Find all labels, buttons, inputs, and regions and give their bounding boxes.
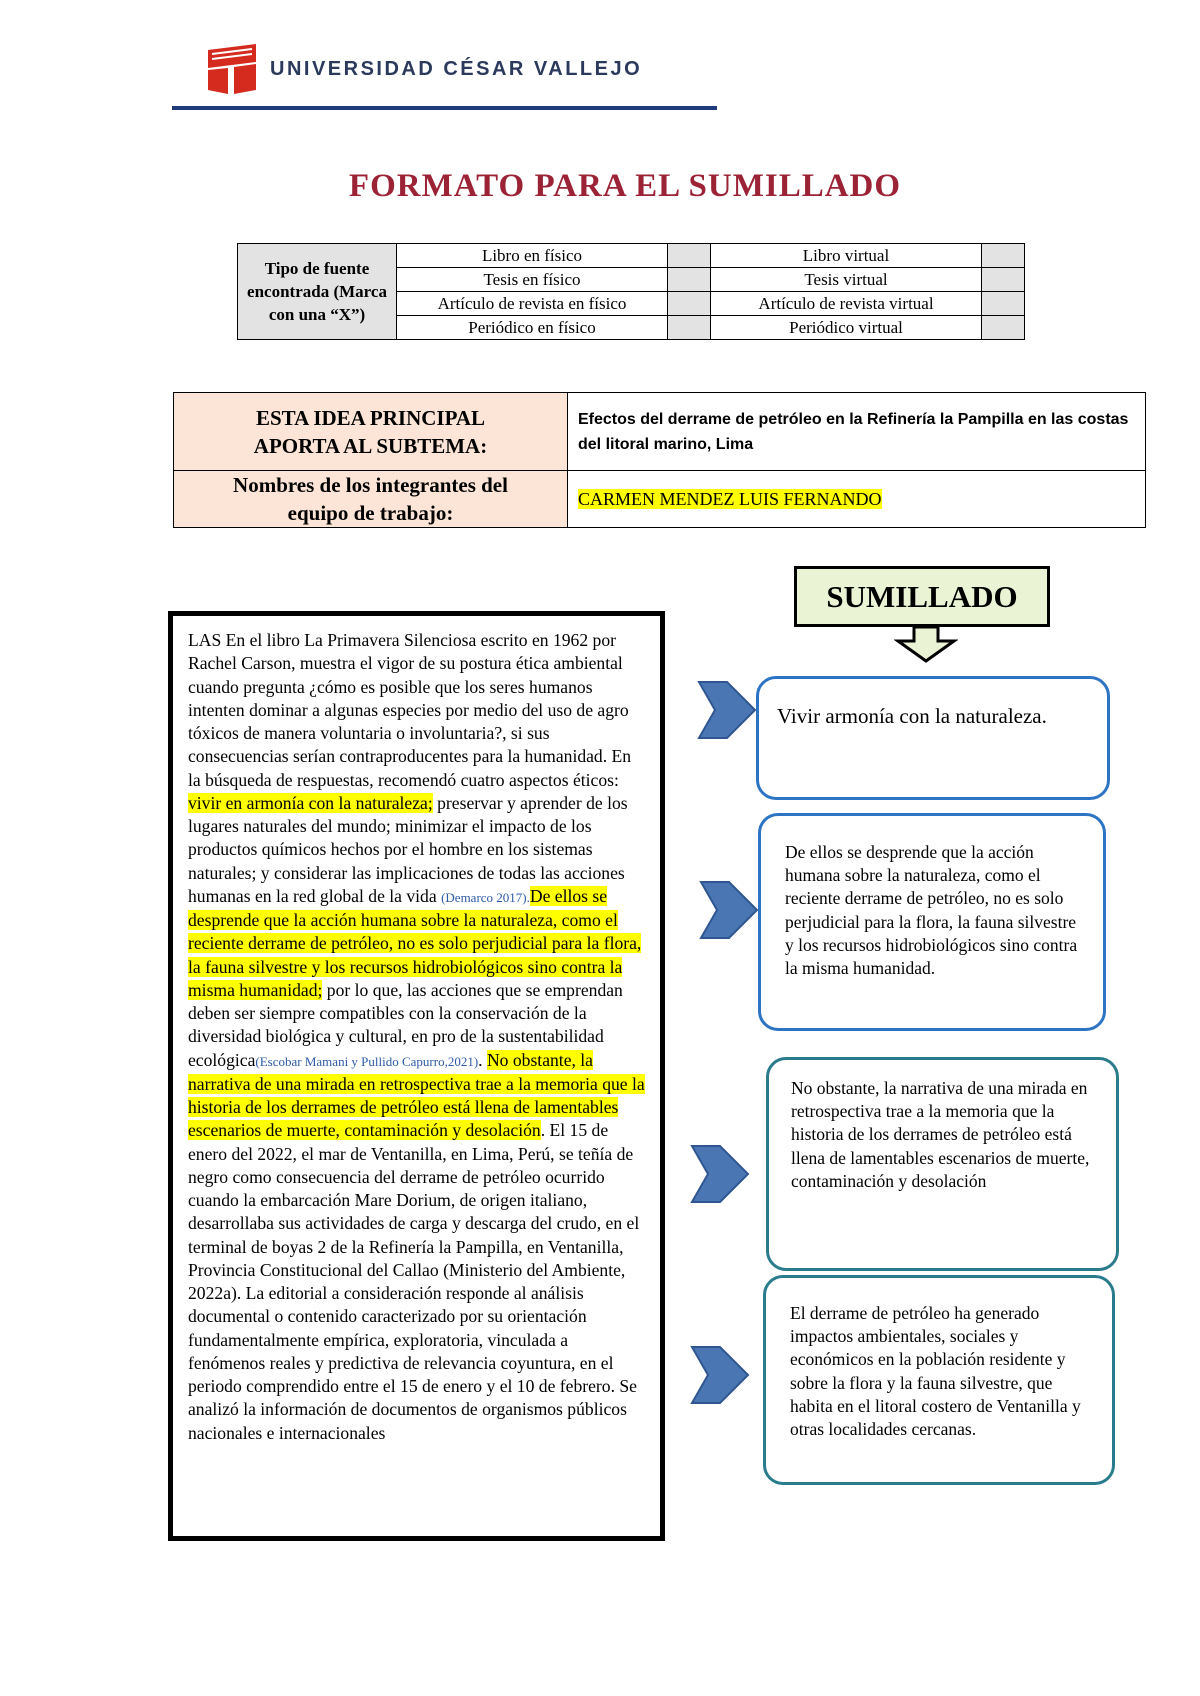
highlight-1: vivir en armonía con la naturaleza; [188,792,433,813]
right-arrow-icon [690,1142,752,1206]
down-arrow-icon [894,627,958,663]
option-tesis-virtual: Tesis virtual [711,268,982,292]
right-arrow-icon [699,878,761,942]
summary-box-4 [763,1275,1115,1485]
header-rule [172,106,717,110]
source-type-header: Tipo de fuente encontrada (Marca con una “X”) [238,244,397,340]
mark-box-articulo-fisico[interactable] [668,292,711,316]
sumillado-label: SUMILLADO [794,566,1050,627]
summary-text: Vivir armonía con la naturaleza. [777,704,1047,728]
team-label: Nombres de los integrantes del equipo de trabajo: [174,471,568,528]
highlight-3: No obstante, la narrativa de una mirada en retrospectiva trae a la memoria que la historia de los derrames de petróleo está llena de lamentables escenarios de muerte, contaminación y desolación [188,1049,645,1141]
university-logo-icon [206,42,258,96]
summary-box-2 [758,813,1106,1031]
option-periodico-fisico: Periódico en físico [397,316,668,340]
summary-text: No obstante, la narrativa de una mirada en retrospectiva trae a la memoria que la historia de los derrames de petróleo está llena de lamentables escenarios de muerte, contaminación y desolación [791,1078,1090,1191]
summary-box-3 [766,1057,1119,1271]
mark-box-tesis-fisico[interactable] [668,268,711,292]
option-periodico-virtual: Periódico virtual [711,316,982,340]
text-segment: preservar y aprender de los lugares naturales del mundo; minimizar el impacto de los productos químicos hechos por el hombre en los sistemas naturales; y considerar las implicaciones de todas las acciones humanas en la red global de la vida [188,792,628,906]
source-type-table [237,243,1025,340]
subtema-label: ESTA IDEA PRINCIPAL APORTA AL SUBTEMA: [174,393,568,471]
right-arrow-icon [690,1343,752,1407]
table-row [174,471,1146,528]
text-segment: . El 15 de enero del 2022, el mar de Ventanilla, en Lima, Perú, se teñía de negro como consecuencia del derrame de petróleo ocurrido cuando la embarcación Mare Dorium, de origen italiano, desarrollaba sus actividades de carga y descarga del crudo, en el terminal de boyas 2 de la Refinería la Pampilla, en Ventanilla, Provincia Constitucional del Callao (Ministerio del Ambiente, 2022a). La editorial a consideración responde al análisis documental o contenido caracterizado por su orientación fundamentalmente empírica, exploratoria, vinculada a fenómenos reales y predictiva de relevancia coyuntura, en el periodo comprendido entre el 15 de enero y el 10 de febrero. Se analizó la información de documentos de organismos públicos nacionales e internacionales [188,1120,640,1443]
option-libro-virtual: Libro virtual [711,244,982,268]
text-segment: por lo que, las acciones que se emprendan deben ser siempre compatibles con la conservación de la diversidad biológica y cultural, en pro de la sustentabilidad ecológica [188,979,623,1070]
option-libro-fisico: Libro en físico [397,244,668,268]
citation-demarco: (Demarco 2017). [441,889,530,905]
main-text-box [168,611,665,1541]
right-arrow-icon [697,678,759,742]
mark-box-periodico-fisico[interactable] [668,316,711,340]
document-title: FORMATO PARA EL SUMILLADO [348,168,902,204]
option-tesis-fisico: Tesis en físico [397,268,668,292]
mark-box-periodico-virtual[interactable] [982,316,1025,340]
mark-box-libro-fisico[interactable] [668,244,711,268]
team-value [568,471,1146,528]
mark-box-articulo-virtual[interactable] [982,292,1025,316]
summary-text: El derrame de petróleo ha generado impactos ambientales, sociales y económicos en la población residente y sobre la flora y la fauna silvestre, que habita en el litoral costero de Ventanilla y otras localidades cercanas. [790,1303,1081,1440]
mark-box-libro-virtual[interactable] [982,244,1025,268]
citation-escobar: (Escobar Mamani y Pullido Capurro,2021) [255,1053,479,1069]
table-row [238,244,1025,268]
text-segment: . [478,1049,487,1070]
highlight-2: De ellos se desprende que la acción humana sobre la naturaleza, como el reciente derrame de petróleo, no es solo perjudicial para la flora, la fauna silvestre y los recursos hidrobiológicos sino contra la misma humanidad; [188,885,642,1000]
university-name: UNIVERSIDAD CÉSAR VALLEJO [270,58,643,80]
option-articulo-fisico: Artículo de revista en físico [397,292,668,316]
table-row [174,393,1146,471]
team-names: CARMEN MENDEZ LUIS FERNANDO [578,488,882,509]
subtema-value: Efectos del derrame de petróleo en la Refinería la Pampilla en las costas del litoral marino, Lima [568,393,1146,471]
text-segment: LAS En el libro La Primavera Silenciosa escrito en 1962 por Rachel Carson, muestra el vigor de su postura ética ambiental cuando pregunta ¿cómo es posible que los seres humanos intenten dominar a algunas especies por medio del uso de agro tóxicos de manera voluntaria o involuntaria?, si sus consecuencias serían contraproducentes para la humanidad. En la búsqueda de respuestas, recomendó cuatro aspectos éticos: [188,630,632,790]
option-articulo-virtual: Artículo de revista virtual [711,292,982,316]
summary-text: De ellos se desprende que la acción humana sobre la naturaleza, como el reciente derrame de petróleo, no es solo perjudicial para la flora, la fauna silvestre y los recursos hidrobiológicos sino contra la misma humanidad. [785,842,1078,979]
idea-table [173,392,1146,528]
summary-box-1 [756,676,1110,800]
mark-box-tesis-virtual[interactable] [982,268,1025,292]
